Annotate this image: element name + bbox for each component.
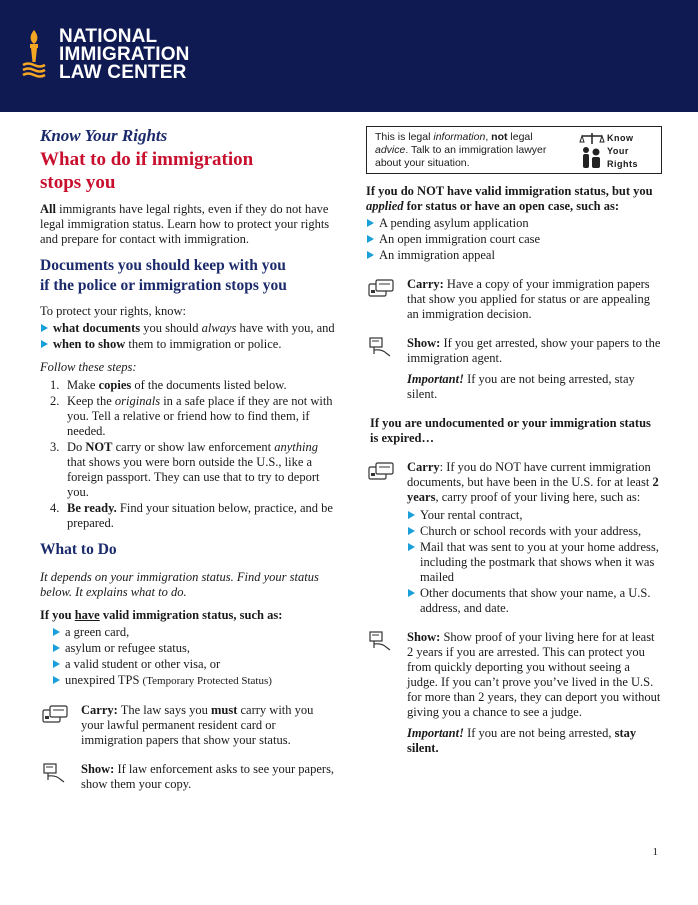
documents-heading: Documents you should keep with you if the police or immigration stops you (40, 257, 287, 294)
list-item: unexpired TPS (Temporary Protected Status) (52, 673, 335, 689)
triangle-bullet-icon (408, 589, 415, 597)
what-to-do-heading: What to Do (40, 541, 117, 558)
step-item: 1. Make copies of the documents listed below. (50, 378, 287, 392)
triangle-bullet-icon (53, 644, 60, 652)
triangle-bullet-icon (408, 543, 415, 551)
list-item: An open immigration court case (366, 232, 662, 247)
list-item: what documents you should always have with you, and (40, 321, 335, 336)
follow-steps-label: Follow these steps: (40, 360, 137, 374)
step-item: 2. Keep the originals in a safe place if they are not with you. Tell a relative or friend how to find them, if needed. (50, 394, 333, 438)
carry-block: Carry: Have a copy of your immigration papers that show you applied for status or are appealing an immigration decision. (366, 277, 662, 322)
kicker-title: Know Your Rights (40, 126, 168, 145)
list-item: when to show them to immigration or police. (40, 337, 335, 352)
list-item: a green card, (52, 625, 335, 640)
torch-logo-icon (22, 28, 46, 78)
know-your-rights-badge (579, 132, 653, 170)
triangle-bullet-icon (408, 527, 415, 535)
steps-list (40, 378, 335, 531)
list-item: Church or school records with your address, (407, 524, 662, 539)
triangle-bullet-icon (53, 628, 60, 636)
legal-disclaimer-box (366, 126, 662, 174)
list-item: Other documents that show your name, a U.S. address, and date. (407, 586, 662, 616)
hand-showing-card-icon (42, 763, 68, 783)
badge-label: Know Your Rights (607, 133, 638, 169)
important-note: Important! If you are not being arrested, stay silent. (407, 372, 635, 401)
undocumented-heading: If you are undocumented or your immigration status is expired… (370, 416, 651, 445)
triangle-bullet-icon (367, 251, 374, 259)
hand-showing-card-icon (368, 337, 394, 357)
carry-block: Carry: If you do NOT have current immigration documents, but have been in the U.S. for at least 2 years, carry proof of your living here, such as: Your rental contract, Church or school records with your address, Mail that was sent to you at your home address, including the postmark that shows when it was mailed Other documents that show your name, a U.S. address, and date. (366, 460, 662, 616)
important-note: Important! If you are not being arrested, stay silent. (407, 726, 637, 755)
list-item: a valid student or other visa, or (52, 657, 335, 672)
show-block: Show: If law enforcement asks to see your papers, show them your copy. (40, 762, 335, 792)
list-item: A pending asylum application (366, 216, 662, 231)
page-number: 1 (652, 845, 658, 858)
left-column (40, 126, 335, 792)
right-column (366, 126, 662, 756)
valid-status-list (40, 625, 335, 689)
triangle-bullet-icon (367, 219, 374, 227)
org-line-2: IMMIGRATION (59, 44, 190, 65)
wallet-card-icon (42, 704, 68, 724)
not-valid-list (366, 216, 662, 263)
intro-paragraph: All immigrants have legal rights, even if they do not have legal immigration status. Learn how to protect your rights and prepare for contact with immigration. (40, 202, 330, 246)
list-item: asylum or refugee status, (52, 641, 335, 656)
triangle-bullet-icon (53, 676, 60, 684)
org-name (59, 28, 190, 82)
header-banner (0, 0, 698, 112)
step-item: 4. Be ready. Find your situation below, practice, and be prepared. (50, 501, 333, 530)
triangle-bullet-icon (53, 660, 60, 668)
list-item: Your rental contract, (407, 508, 662, 523)
know-list (40, 321, 335, 352)
list-item: An immigration appeal (366, 248, 662, 263)
not-valid-heading: If you do NOT have valid immigration status, but you applied for status or have an open case, such as: (366, 184, 653, 213)
wallet-card-icon (368, 278, 394, 298)
triangle-bullet-icon (41, 340, 48, 348)
triangle-bullet-icon (408, 511, 415, 519)
triangle-bullet-icon (367, 235, 374, 243)
proof-list (407, 508, 662, 616)
depends-text: It depends on your immigration status. Find your status below. It explains what to do. (40, 570, 319, 599)
triangle-bullet-icon (41, 324, 48, 332)
wallet-card-icon (368, 461, 394, 481)
disclaimer-text: This is legal information, not legal advice. Talk to an immigration lawyer about your situation. (375, 131, 547, 169)
list-item: Mail that was sent to you at your home address, including the postmark that shows when it was mailed (407, 540, 662, 585)
valid-status-heading: If you have valid immigration status, such as: (40, 608, 283, 622)
org-line-3: LAW CENTER (59, 62, 187, 83)
show-block: Show: If you get arrested, show your papers to the immigration agent. (366, 336, 662, 366)
carry-block: Carry: The law says you must carry with you your lawful permanent resident card or immigration papers that show your status. (40, 703, 335, 748)
show-block: Show: Show proof of your living here for at least 2 years if you are arrested. This can protect you from quickly deporting you without seeing a judge. If you can’t prove you’ve lived in the U.S. for more than 2 years, they can deport you without giving you a chance to see a judge. (366, 630, 662, 720)
hand-showing-card-icon (368, 631, 394, 651)
org-line-1: NATIONAL (59, 26, 158, 47)
protect-text: To protect your rights, know: (40, 304, 186, 318)
people-scale-icon (579, 132, 605, 170)
page-title: What to do if immigration stops you (40, 149, 254, 193)
step-item: 3. Do NOT carry or show law enforcement anything that shows you were born outside the U.S., like a foreign passport. They can use that to try to deport you. (50, 440, 320, 499)
